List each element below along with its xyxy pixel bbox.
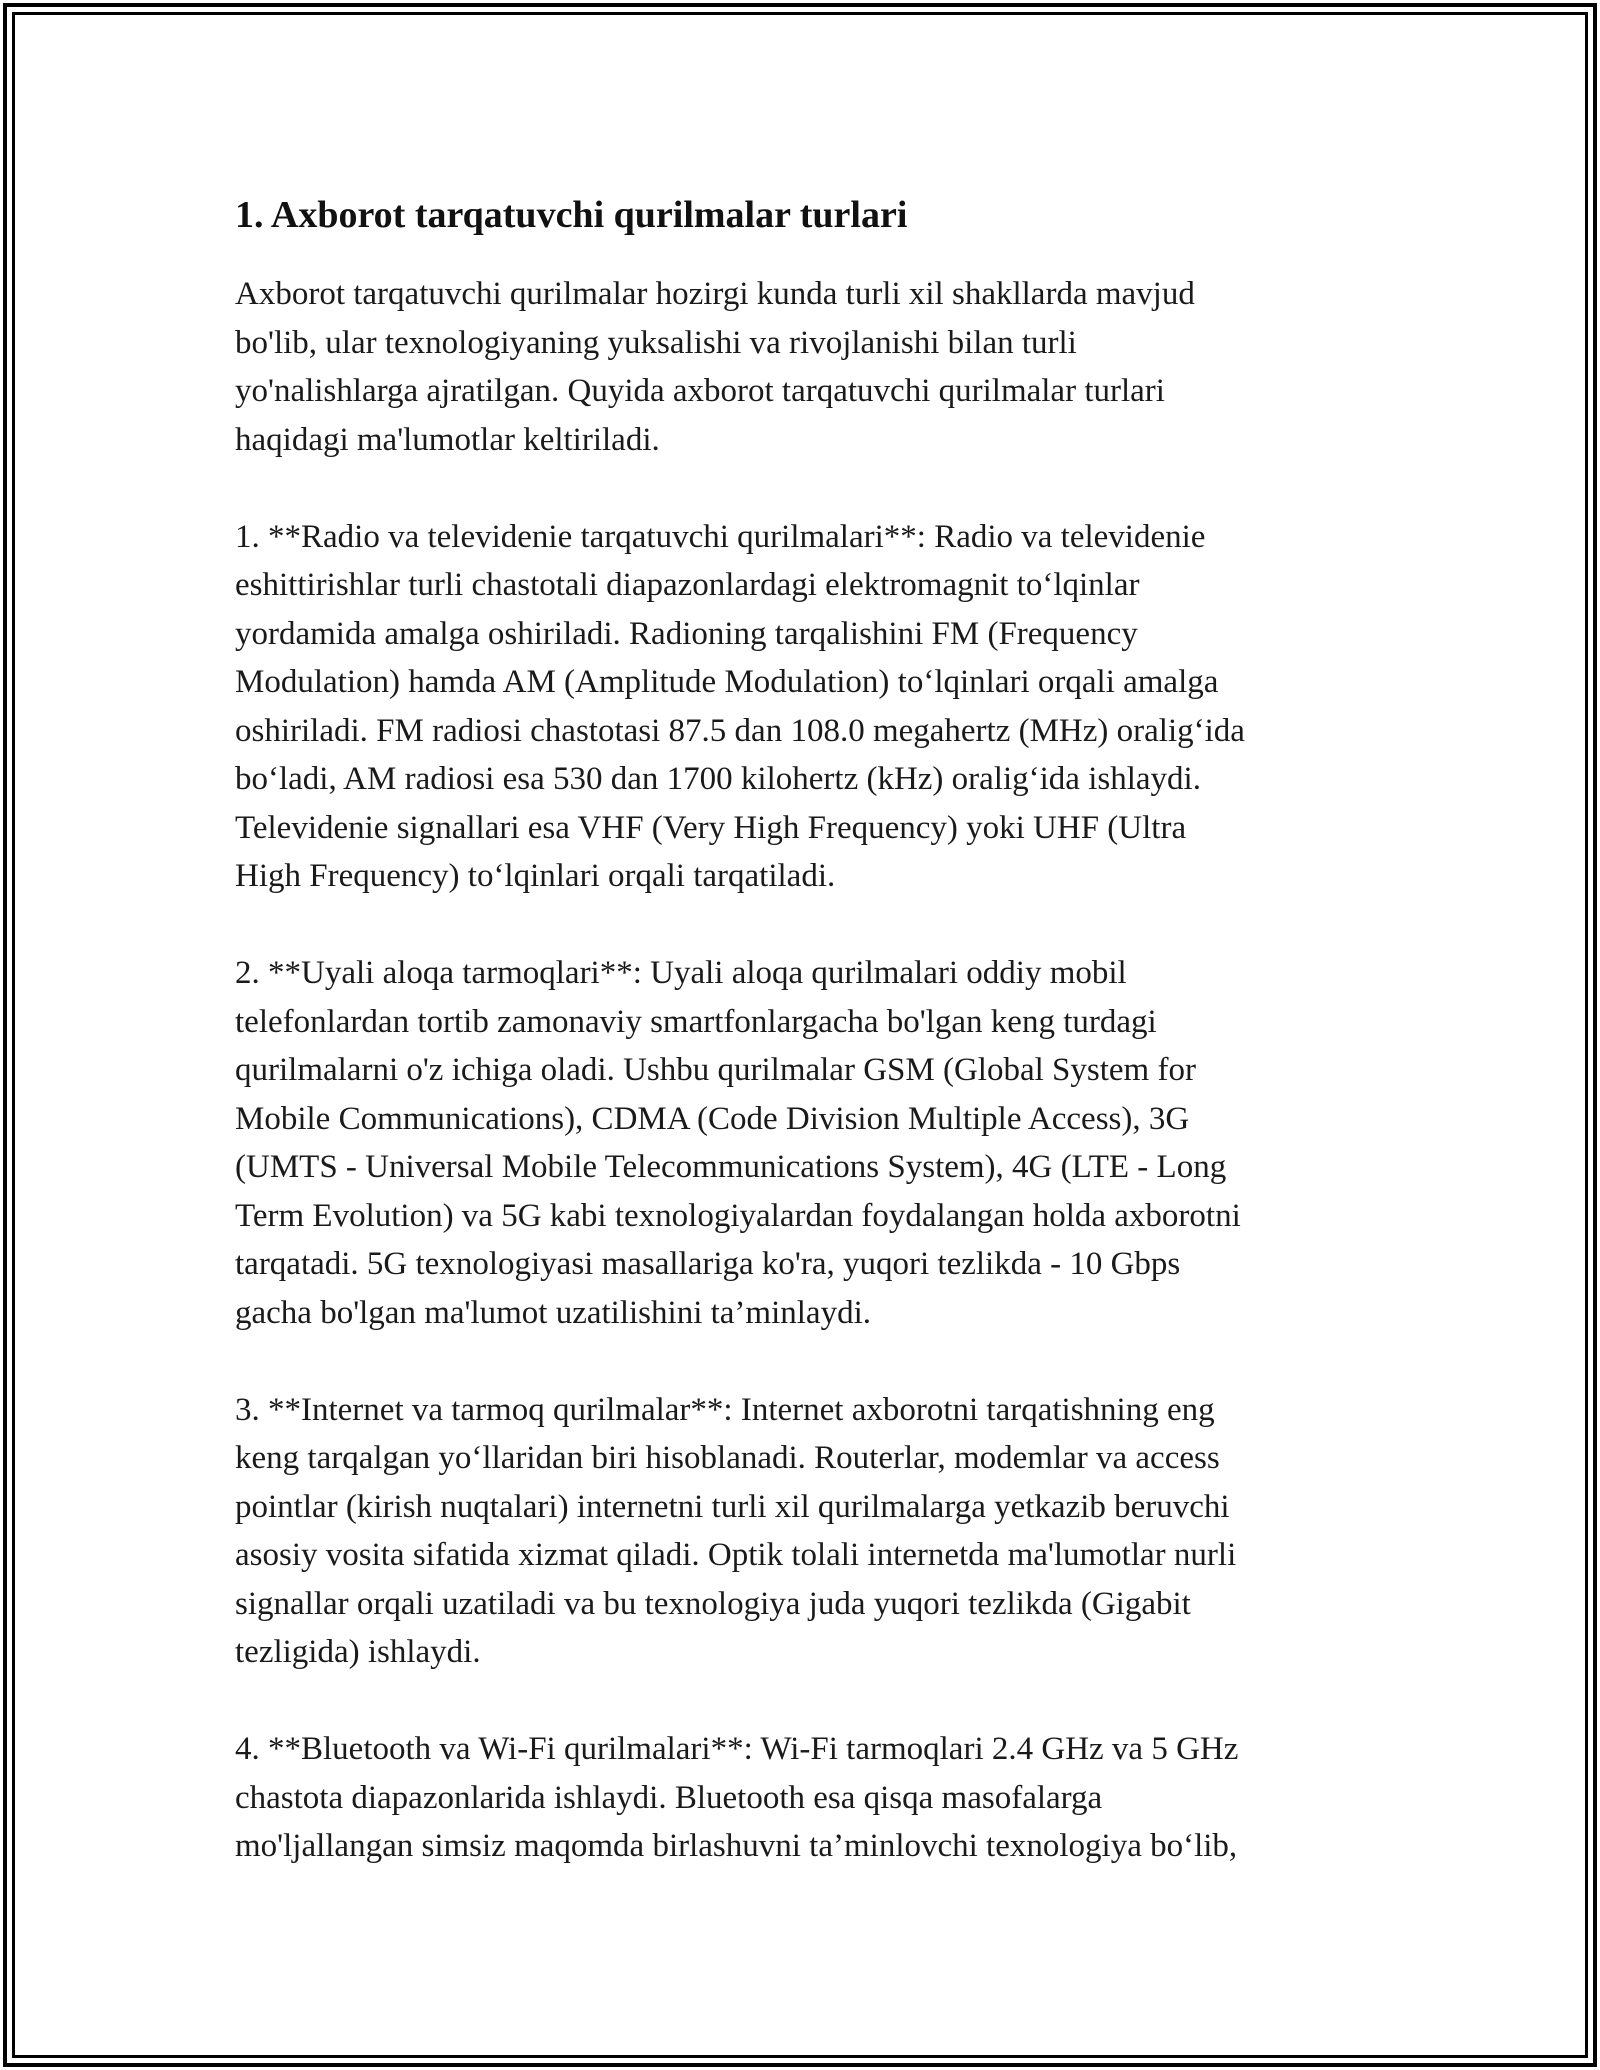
text-line: bo'lib, ular texnologiyaning yuksalishi va rivojlanishi bilan turli [235,324,1077,361]
text-line: tezligida) ishlaydi. [235,1634,481,1670]
text-line: pointlar (kirish nuqtalari) internetni turli xil qurilmalarga yetkazib beruvchi [235,1488,1230,1525]
section-heading: 1. Axborot tarqatuvchi qurilmalar turlari [235,194,908,236]
internet-paragraph [235,1386,1375,1677]
text-line: yordamida amalga oshiriladi. Radioning tarqalishini FM (Frequency [235,615,1138,652]
text-line: gacha bo'lgan ma'lumot uzatilishini ta’minlaydi. [235,1294,871,1331]
text-line: Modulation) hamda AM (Amplitude Modulation) to‘lqinlari orqali amalga [235,664,1219,700]
text-line: 4. **Bluetooth va Wi-Fi qurilmalari**: Wi-Fi tarmoqlari 2.4 GHz va 5 GHz [235,1731,1239,1767]
bluetooth-wifi-paragraph [235,1725,1375,1871]
text-line: yo'nalishlarga ajratilgan. Quyida axborot tarqatuvchi qurilmalar turlari [235,373,1165,409]
document-body [235,190,1375,1919]
text-line: keng tarqalgan yo‘llaridan biri hisoblanadi. Routerlar, modemlar va access [235,1440,1220,1476]
text-line: 2. **Uyali aloqa tarmoqlari**: Uyali aloqa qurilmalari oddiy mobil [235,955,1127,991]
text-line: Term Evolution) va 5G kabi texnologiyalardan foydalangan holda axborotni [235,1197,1241,1234]
text-line: signallar orqali uzatiladi va bu texnologiya juda yuqori tezlikda (Gigabit [235,1585,1191,1622]
text-line: bo‘ladi, AM radiosi esa 530 dan 1700 kilohertz (kHz) oralig‘ida ishlaydi. [235,761,1201,797]
text-line: Axborot tarqatuvchi qurilmalar hozirgi kunda turli xil shakllarda mavjud [235,276,1195,312]
text-line: oshiriladi. FM radiosi chastotasi 87.5 dan 108.0 megahertz (MHz) oralig‘ida [235,712,1245,749]
text-line: mo'ljallangan simsiz maqomda birlashuvni ta’minlovchi texnologiya bo‘lib, [235,1828,1238,1864]
text-line: tarqatadi. 5G texnologiyasi masallariga ko'ra, yuqori tezlikda - 10 Gbps [235,1246,1181,1282]
text-line: 1. **Radio va televidenie tarqatuvchi qurilmalari**: Radio va televidenie [235,518,1206,555]
text-line: Mobile Communications), CDMA (Code Division Multiple Access), 3G [235,1100,1190,1137]
text-line: High Frequency) to‘lqinlari orqali tarqatiladi. [235,858,836,894]
text-line: haqidagi ma'lumotlar keltiriladi. [235,421,660,458]
text-line: (UMTS - Universal Mobile Telecommunications System), 4G (LTE - Long [235,1149,1227,1185]
text-line: chastota diapazonlarida ishlaydi. Bluetooth esa qisqa masofalarga [235,1779,1103,1816]
intro-paragraph [235,270,1375,464]
text-line: 3. **Internet va tarmoq qurilmalar**: Internet axborotni tarqatishning eng [235,1391,1215,1428]
text-line: qurilmalarni o'z ichiga oladi. Ushbu qurilmalar GSM (Global System for [235,1052,1196,1088]
cellular-paragraph [235,949,1375,1337]
text-line: asosiy vosita sifatida xizmat qiladi. Optik tolali internetda ma'lumotlar nurli [235,1537,1237,1573]
text-line: telefonlardan tortib zamonaviy smartfonlargacha bo'lgan keng turdagi [235,1003,1157,1040]
radio-tv-paragraph [235,513,1375,901]
text-line: eshittirishlar turli chastotali diapazonlardagi elektromagnit to‘lqinlar [235,567,1140,603]
text-line: Televidenie signallari esa VHF (Very High Frequency) yoki UHF (Ultra [235,809,1187,846]
